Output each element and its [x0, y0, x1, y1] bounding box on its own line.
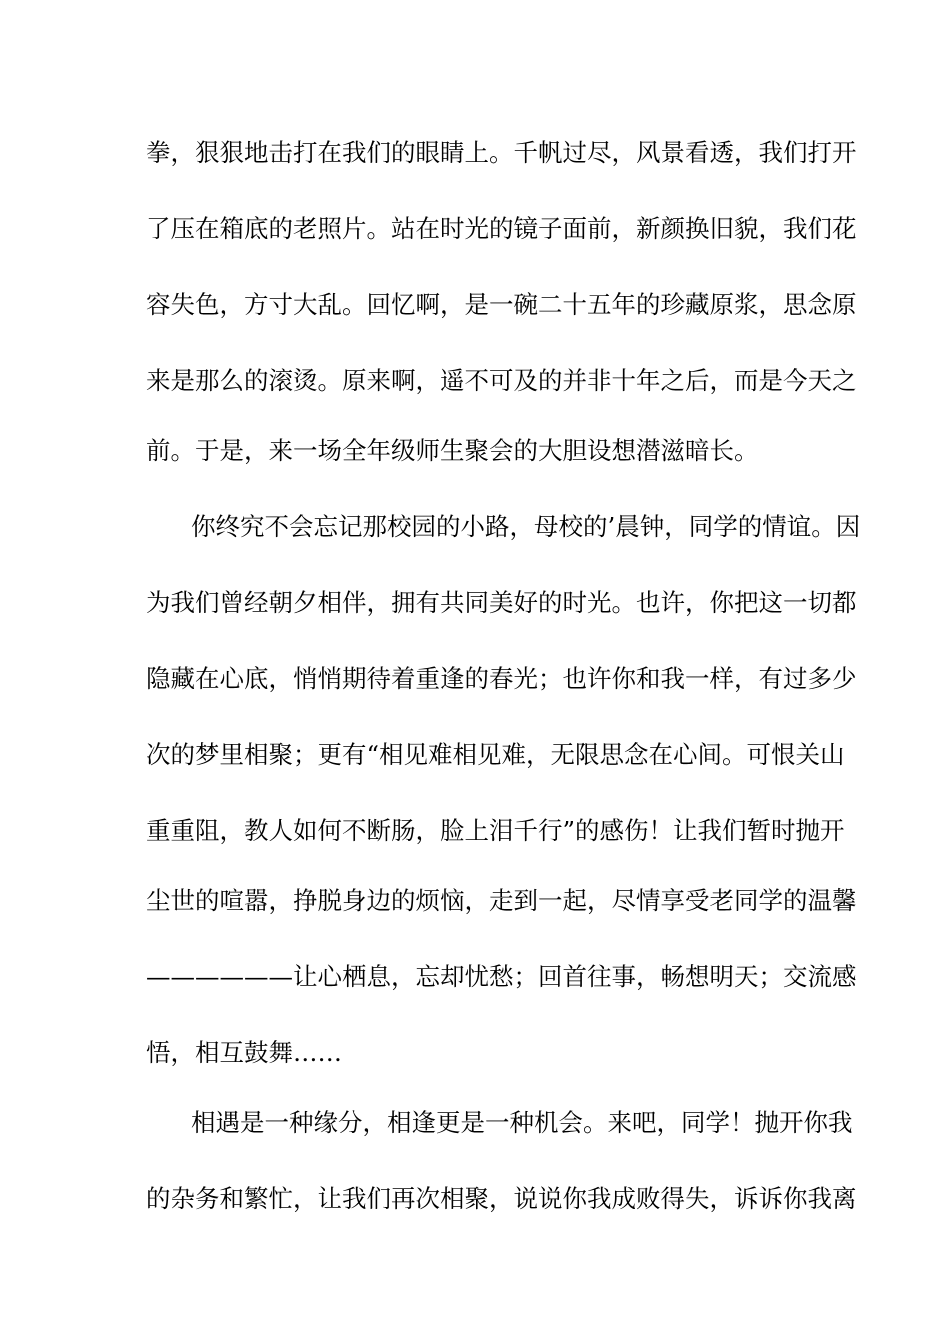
text-line-5: 前。于是，来一场全年级师生聚会的大胆设想潜滋暗长。 [146, 436, 759, 465]
text-line-14: 相遇是一种缘分，相逢更是一种机会。来吧，同学！抛开你我 [191, 1108, 853, 1137]
text-line-9: 次的梦里相聚；更有“相见难相见难，无限思念在心间。可恨关山 [146, 740, 845, 769]
text-line-7: 为我们曾经朝夕相伴，拥有共同美好的时光。也许，你把这一切都 [146, 588, 857, 617]
text-line-13: 悟，相互鼓舞…… [146, 1038, 342, 1067]
text-line-15: 的杂务和繁忙，让我们再次相聚，说说你我成败得失，诉诉你我离 [146, 1184, 857, 1213]
text-line-11: 尘世的喧嚣，挣脱身边的烦恼，走到一起，尽情享受老同学的温馨 [146, 886, 857, 915]
text-line-10: 重重阻，教人如何不断肠，脸上泪千行”的感伤！让我们暂时抛开 [146, 816, 845, 845]
text-line-6: 你终究不会忘记那校园的小路，母校的’晨钟，同学的情谊。因 [191, 512, 861, 541]
text-line-4: 来是那么的滚烫。原来啊，遥不可及的并非十年之后，而是今天之 [146, 366, 857, 395]
text-line-8: 隐藏在心底，悄悄期待着重逢的春光；也许你和我一样，有过多少 [146, 664, 857, 693]
text-line-2: 了压在箱底的老照片。站在时光的镜子面前，新颜换旧貌，我们花 [146, 214, 857, 243]
text-line-3: 容失色，方寸大乱。回忆啊，是一碗二十五年的珍藏原浆，思念原 [146, 290, 857, 319]
text-line-1: 拳，狠狠地击打在我们的眼睛上。千帆过尽，风景看透，我们打开 [146, 138, 857, 167]
text-line-12: ——————让心栖息，忘却忧愁；回首往事，畅想明天；交流感 [146, 962, 857, 991]
